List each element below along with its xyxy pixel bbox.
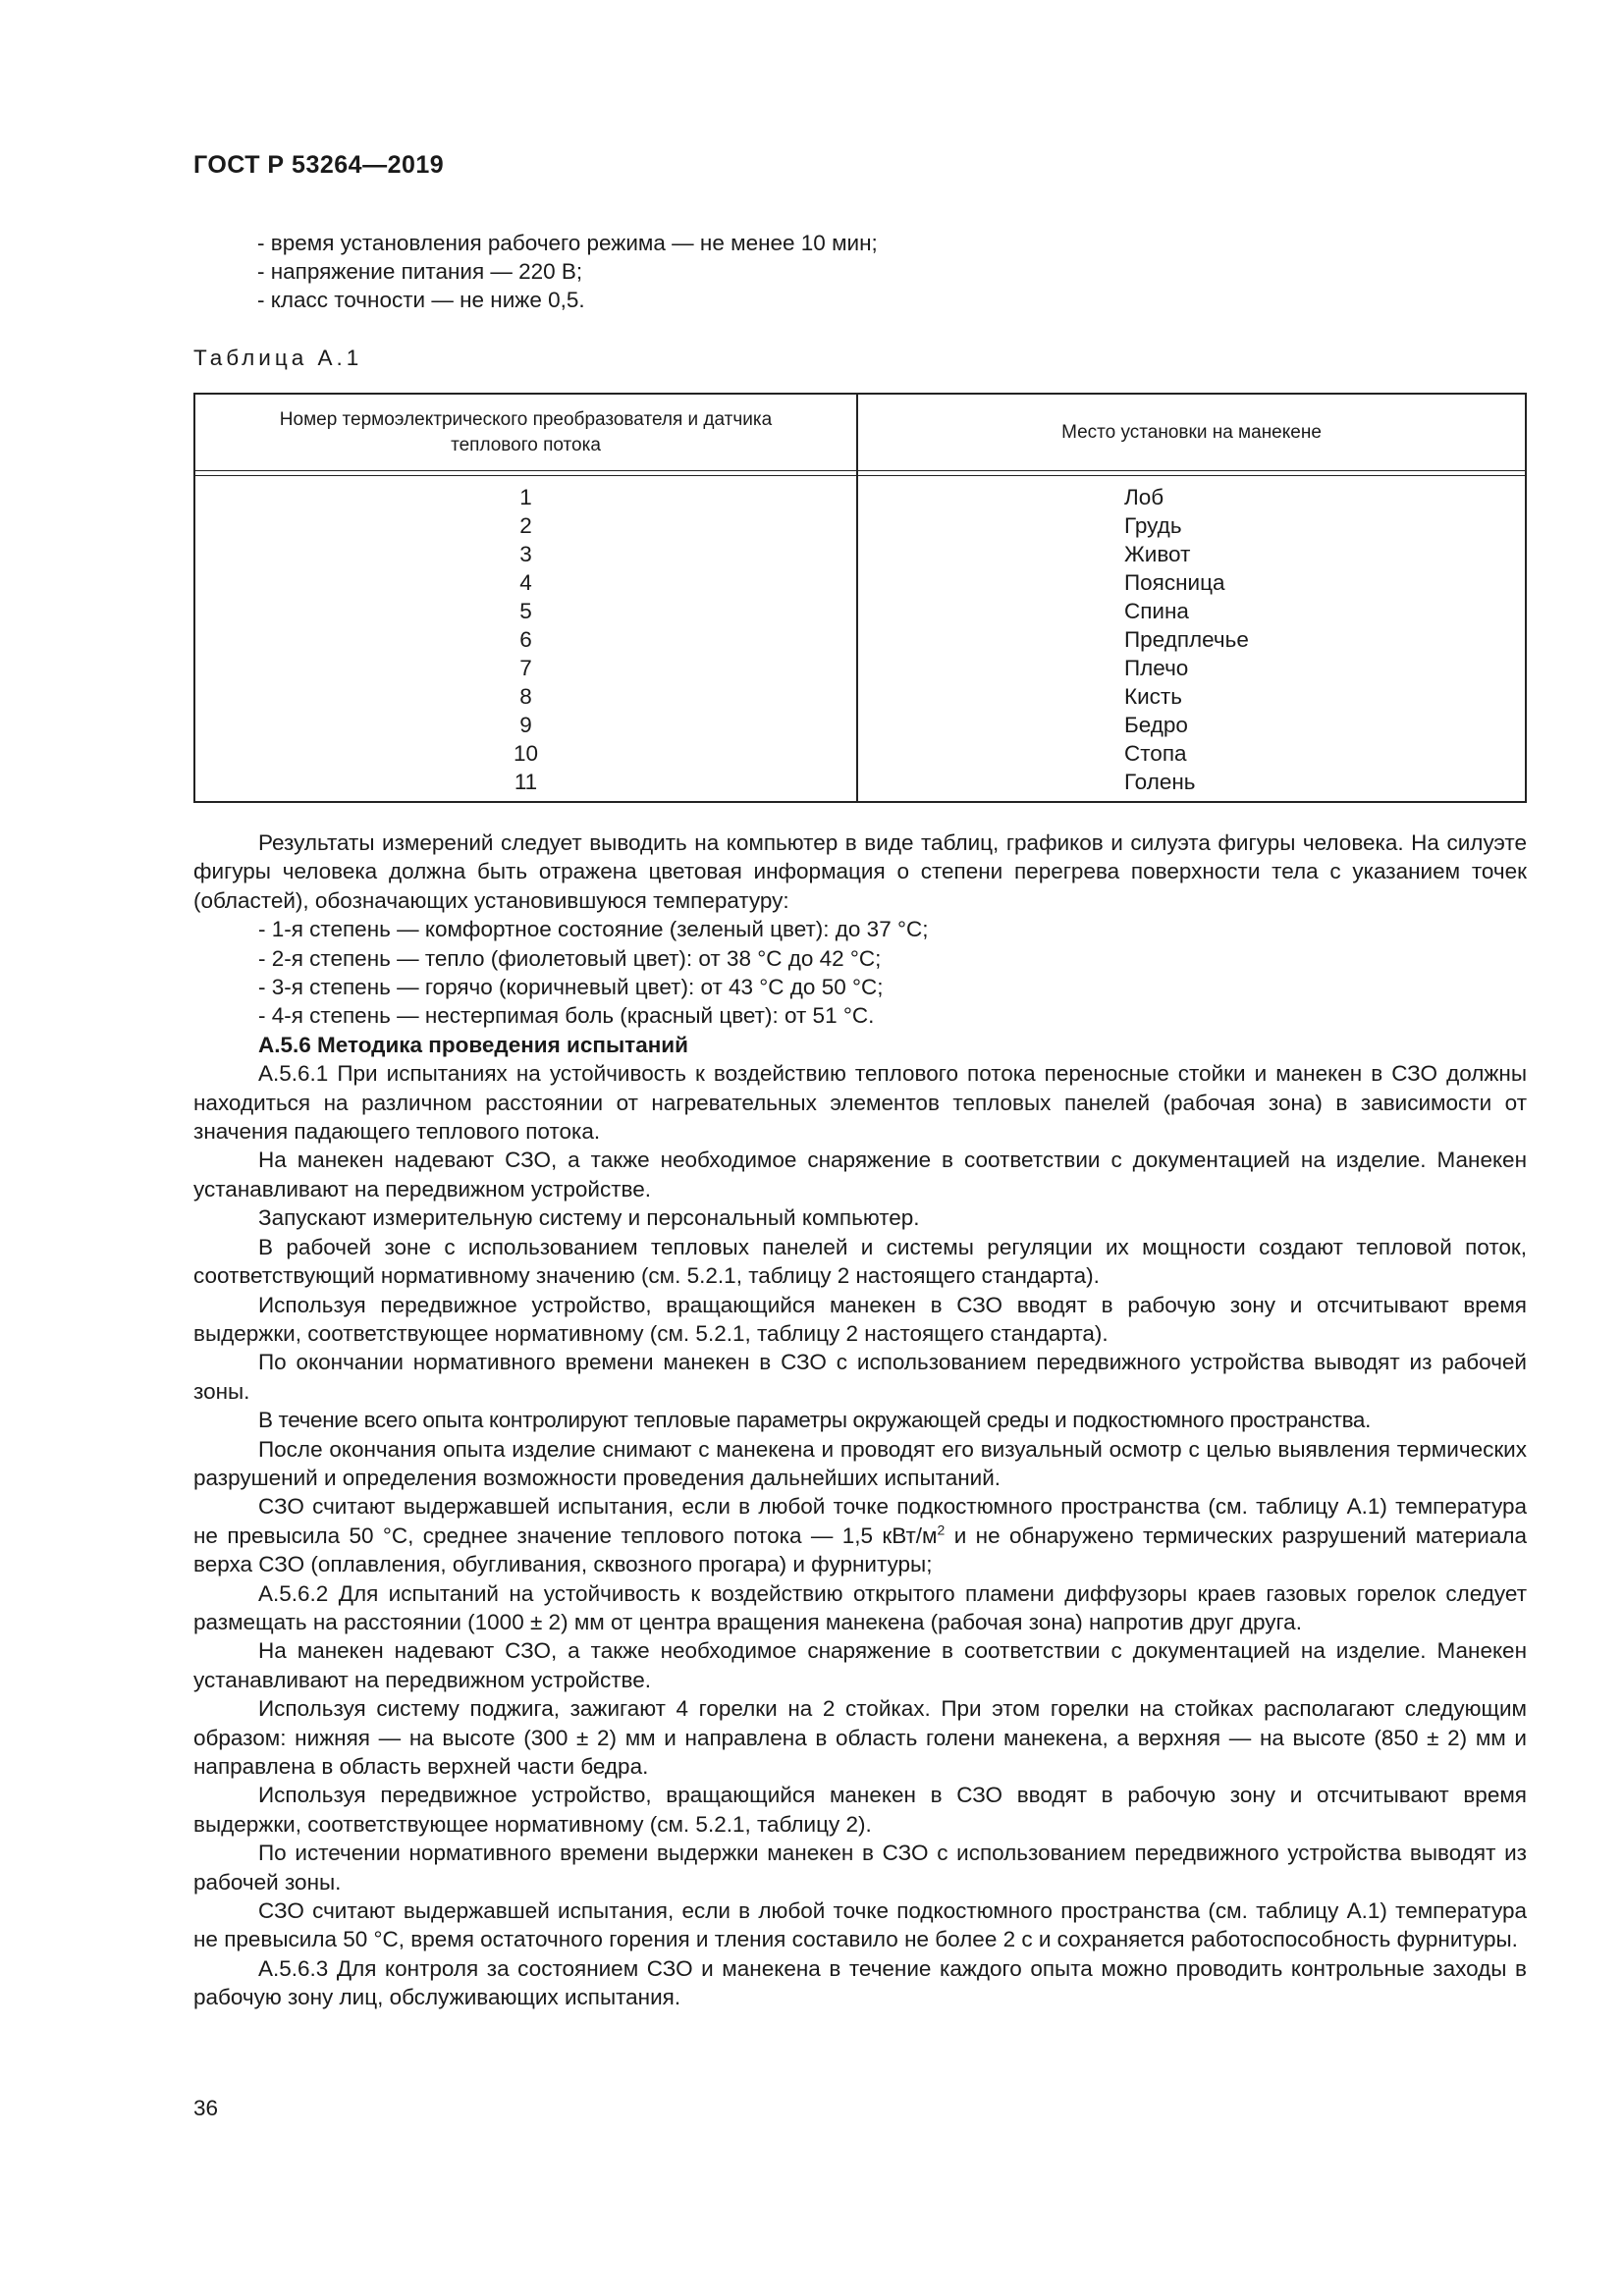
paragraph-after: После окончания опыта изделие снимают с манекена и проводят его визуальный осмотр с целью выявления термических разрушений и определения возможности проведения дальнейших испытаний. <box>193 1436 1527 1490</box>
paragraph-results: Результаты измерений следует выводить на компьютер в виде таблиц, графиков и силуэта фигуры человека. На силуэте фигуры человека должна быть отражена цветовая информация о степени перегрева поверхности тела с указанием точек (областей), обозначающих установившуюся температуру: <box>193 830 1527 913</box>
table-cell-number: 9 <box>519 713 532 737</box>
list-item: - класс точности — не ниже 0,5. <box>257 288 585 312</box>
paragraph-a562: А.5.6.2 Для испытаний на устойчивость к воздействию открытого пламени диффузоры краев газовых горелок следует размещать на расстоянии (1000 ± 2) мм от центра вращения манекена (рабочая зона) напротив друг друга. <box>193 1580 1527 1634</box>
table-cell-place: Живот <box>1124 542 1191 566</box>
paragraph-a561: А.5.6.1 При испытаниях на устойчивость к воздействию теплового потока переносные стойки и манекен в СЗО должны находиться на различном расстоянии от нагревательных элементов тепловых панелей (рабочая зона) в зависимости от значения падающего теплового потока. <box>193 1061 1527 1145</box>
degree-4: - 4-я степень — нестерпимая боль (красный цвет): от 51 °С. <box>258 1003 875 1029</box>
body-text <box>193 828 1527 2012</box>
list-item: - напряжение питания — 220 В; <box>257 259 583 284</box>
table-cell-place: Грудь <box>1124 513 1182 538</box>
page-number: 36 <box>193 2096 219 2120</box>
paragraph-move-2: Используя передвижное устройство, вращающийся манекен в СЗО вводят в рабочую зону и отсчитывают время выдержки, соответствующее нормативному (см. 5.2.1, таблицу 2). <box>193 1783 1527 1837</box>
table-cell-place: Предплечье <box>1124 627 1249 652</box>
paragraph-move-1: Используя передвижное устройство, вращающийся манекен в СЗО вводят в рабочую зону и отсчитывают время выдержки, соответствующее нормативному (см. 5.2.1, таблицу 2 настоящего стандарта). <box>193 1292 1527 1346</box>
paragraph-end-2: По истечении нормативного времени выдержки манекен в СЗО с использованием передвижного устройства выводят из рабочей зоны. <box>193 1841 1527 1895</box>
table-cell-number: 4 <box>519 570 532 595</box>
table-cell-number: 2 <box>519 513 532 538</box>
table-cell-number: 11 <box>514 770 538 794</box>
standard-header: ГОСТ Р 53264—2019 <box>193 151 445 179</box>
paragraph-dress-2: На манекен надевают СЗО, а также необходимое снаряжение в соответствии с документацией на изделие. Манекен устанавливают на передвижном устройстве. <box>193 1638 1527 1692</box>
table-column-divider <box>856 395 858 801</box>
list-item: - время установления рабочего режима — не менее 10 мин; <box>257 231 878 255</box>
table-header-divider <box>195 470 1525 476</box>
table-cell-place: Лоб <box>1124 485 1164 509</box>
table-cell-number: 10 <box>513 741 539 766</box>
paragraph-pass-1-a: СЗО считают выдержавшей испытания, если в любой точке подкостюмного пространства (см. таблицу А.1) температура не превысила 50 °С, среднее значение теплового потока — 1,5 кВт/м <box>193 1494 1527 1548</box>
paragraph-end-1: По окончании нормативного времени манекен в СЗО с использованием передвижного устройства выводят из рабочей зоны. <box>193 1350 1527 1404</box>
paragraph-zone: В рабочей зоне с использованием тепловых панелей и системы регуляции их мощности создают тепловой поток, соответствующий нормативному значению (см. 5.2.1, таблицу 2 настоящего стандарта). <box>193 1234 1527 1289</box>
table-cell-number: 3 <box>519 542 532 566</box>
table-cell-place: Поясница <box>1124 570 1225 595</box>
paragraph-dress-1: На манекен надевают СЗО, а также необходимое снаряжение в соответствии с документацией на изделие. Манекен устанавливают на передвижном устройстве. <box>193 1148 1527 1201</box>
paragraph-start: Запускают измерительную систему и персональный компьютер. <box>258 1205 920 1231</box>
table-column-places <box>1124 483 1517 796</box>
paragraph-a563: А.5.6.3 Для контроля за состоянием СЗО и манекена в течение каждого опыта можно проводить контрольные заходы в рабочую зону лиц, обслуживающих испытания. <box>193 1955 1527 2010</box>
table-cell-place: Плечо <box>1124 656 1189 680</box>
table-cell-number: 5 <box>519 599 532 623</box>
table-cell-number: 1 <box>519 485 532 509</box>
section-title: А.5.6 Методика проведения испытаний <box>258 1032 688 1057</box>
table-header-number-label: Номер термоэлектрического преобразователя и датчика теплового потока <box>279 408 773 455</box>
table-cell-number: 8 <box>519 684 532 709</box>
table-cell-place: Спина <box>1124 599 1189 623</box>
paragraph-pass-1 <box>193 1492 1527 1578</box>
table-cell-place: Кисть <box>1124 684 1182 709</box>
table-a1 <box>193 393 1527 803</box>
table-column-numbers <box>195 483 856 796</box>
table-cell-number: 6 <box>519 627 532 652</box>
paragraph-pass-1-b: и не обнаружено термических разрушений материала верха СЗО (оплавления, обугливания, сквозного прогара) и фурнитуры; <box>193 1522 1527 1577</box>
table-header-row <box>195 395 1525 470</box>
superscript: 2 <box>937 1522 946 1538</box>
table-caption: Таблица А.1 <box>193 346 363 370</box>
paragraph-control: В течение всего опыта контролируют тепловые параметры окружающей среды и подкостюмного пространства. <box>258 1408 1372 1433</box>
degree-2: - 2-я степень — тепло (фиолетовый цвет): от 38 °С до 42 °С; <box>258 945 882 971</box>
table-cell-place: Стопа <box>1124 741 1187 766</box>
table-cell-place: Голень <box>1124 770 1196 794</box>
table-cell-place: Бедро <box>1124 713 1188 737</box>
degree-1: - 1-я степень — комфортное состояние (зеленый цвет): до 37 °С; <box>258 917 929 942</box>
table-header-place: Место установки на манекене <box>1061 421 1322 443</box>
paragraph-pass-2: СЗО считают выдержавшей испытания, если в любой точке подкостюмного пространства (см. таблицу А.1) температура не превысила 50 °С, время остаточного горения и тления составило не более 2 с и сохраняется работоспособность фурнитуры. <box>193 1898 1527 1952</box>
table-header-number <box>195 395 856 470</box>
paragraph-ignite: Используя систему поджига, зажигают 4 горелки на 2 стойках. При этом горелки на стойках располагают следующим образом: нижняя — на высоте (300 ± 2) мм и направлена в область голени манекена, а верхняя — на высоте (850 ± 2) мм и направлена в область верхней части бедра. <box>193 1696 1527 1779</box>
degree-3: - 3-я степень — горячо (коричневый цвет): от 43 °С до 50 °С; <box>258 975 884 1000</box>
table-cell-number: 7 <box>519 656 532 680</box>
top-list <box>257 229 1534 314</box>
